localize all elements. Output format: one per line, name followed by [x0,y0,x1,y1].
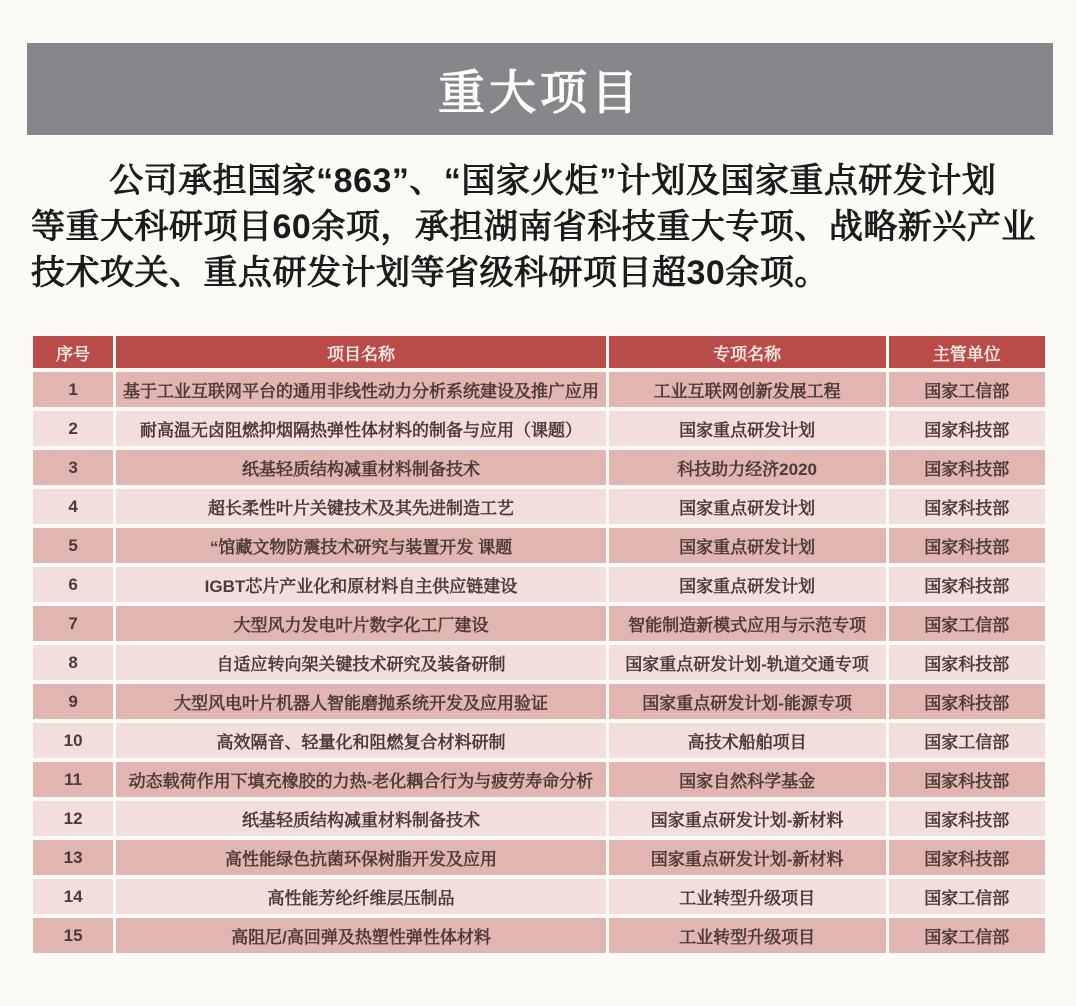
cell-special: 国家自然科学基金 [609,762,886,797]
cell-project: 自适应转向架关键技术研究及装备研制 [116,645,605,680]
table-row [33,918,1045,953]
cell-special: 国家重点研发计划-新材料 [609,801,886,836]
table-row [33,645,1045,680]
cell-no: 11 [33,762,113,797]
cell-project: 高效隔音、轻量化和阻燃复合材料研制 [116,723,605,758]
cell-special: 国家重点研发计划 [609,489,886,524]
header-special-program-name: 专项名称 [609,336,886,368]
cell-project: IGBT芯片产业化和原材料自主供应链建设 [116,567,605,602]
cell-project: “馆藏文物防震技术研究与装置开发 课题 [116,528,605,563]
header-supervising-authority: 主管单位 [889,336,1045,368]
cell-no: 9 [33,684,113,719]
cell-project: 动态载荷作用下填充橡胶的力热-老化耦合行为与疲劳寿命分析 [116,762,605,797]
intro-paragraph [31,158,1053,296]
cell-special: 工业转型升级项目 [609,918,886,953]
cell-special: 国家重点研发计划 [609,411,886,446]
intro-line-1: 公司承担国家“863”、“国家火炬”计划及国家重点研发计划 [109,162,997,200]
table-row [33,489,1045,524]
cell-no: 10 [33,723,113,758]
table-row [33,606,1045,641]
cell-project: 纸基轻质结构减重材料制备技术 [116,801,605,836]
cell-project: 大型风电叶片机器人智能磨抛系统开发及应用验证 [116,684,605,719]
cell-special: 智能制造新模式应用与示范专项 [609,606,886,641]
cell-project: 高性能绿色抗菌环保树脂开发及应用 [116,840,605,875]
cell-special: 国家重点研发计划-新材料 [609,840,886,875]
cell-no: 7 [33,606,113,641]
header-serial-number: 序号 [33,336,113,368]
cell-no: 5 [33,528,113,563]
cell-project: 大型风力发电叶片数字化工厂建设 [116,606,605,641]
cell-authority: 国家科技部 [889,567,1045,602]
table-row [33,567,1045,602]
table-row [33,450,1045,485]
cell-special: 国家重点研发计划-轨道交通专项 [609,645,886,680]
cell-special: 工业互联网创新发展工程 [609,372,886,407]
cell-special: 国家重点研发计划 [609,567,886,602]
cell-no: 8 [33,645,113,680]
cell-authority: 国家工信部 [889,606,1045,641]
cell-special: 科技助力经济2020 [609,450,886,485]
cell-project: 耐高温无卤阻燃抑烟隔热弹性体材料的制备与应用（课题） [116,411,605,446]
table-row [33,411,1045,446]
cell-project: 基于工业互联网平台的通用非线性动力分析系统建设及推广应用 [116,372,605,407]
cell-project: 纸基轻质结构减重材料制备技术 [116,450,605,485]
cell-authority: 国家科技部 [889,528,1045,563]
cell-authority: 国家工信部 [889,723,1045,758]
cell-special: 工业转型升级项目 [609,879,886,914]
cell-special: 国家重点研发计划 [609,528,886,563]
cell-authority: 国家科技部 [889,840,1045,875]
table-row [33,723,1045,758]
major-projects-table [30,332,1048,957]
cell-authority: 国家工信部 [889,879,1045,914]
cell-authority: 国家科技部 [889,801,1045,836]
cell-authority: 国家工信部 [889,918,1045,953]
cell-authority: 国家科技部 [889,411,1045,446]
cell-no: 14 [33,879,113,914]
cell-project: 超长柔性叶片关键技术及其先进制造工艺 [116,489,605,524]
table-row [33,528,1045,563]
intro-line-2: 等重大科研项目60余项，承担湖南省科技重大专项、战略新兴产业 [31,208,1036,246]
cell-special: 国家重点研发计划-能源专项 [609,684,886,719]
page-title: 重大项目 [438,65,642,119]
cell-authority: 国家科技部 [889,762,1045,797]
table-row [33,762,1045,797]
page-title-banner [27,43,1053,135]
cell-no: 12 [33,801,113,836]
cell-authority: 国家科技部 [889,489,1045,524]
cell-authority: 国家科技部 [889,450,1045,485]
table-row [33,684,1045,719]
table-row [33,879,1045,914]
cell-no: 13 [33,840,113,875]
table-row [33,801,1045,836]
cell-no: 1 [33,372,113,407]
cell-no: 3 [33,450,113,485]
projects-table-body [33,372,1045,953]
header-project-name: 项目名称 [116,336,605,368]
cell-authority: 国家科技部 [889,645,1045,680]
cell-authority: 国家工信部 [889,372,1045,407]
intro-line-3: 技术攻关、重点研发计划等省级科研项目超30余项。 [31,254,829,292]
cell-no: 15 [33,918,113,953]
cell-no: 6 [33,567,113,602]
cell-authority: 国家科技部 [889,684,1045,719]
table-header-row [33,336,1045,368]
table-row [33,840,1045,875]
cell-special: 高技术船舶项目 [609,723,886,758]
cell-project: 高性能芳纶纤维层压制品 [116,879,605,914]
cell-no: 2 [33,411,113,446]
table-row [33,372,1045,407]
cell-project: 高阻尼/高回弹及热塑性弹性体材料 [116,918,605,953]
cell-no: 4 [33,489,113,524]
